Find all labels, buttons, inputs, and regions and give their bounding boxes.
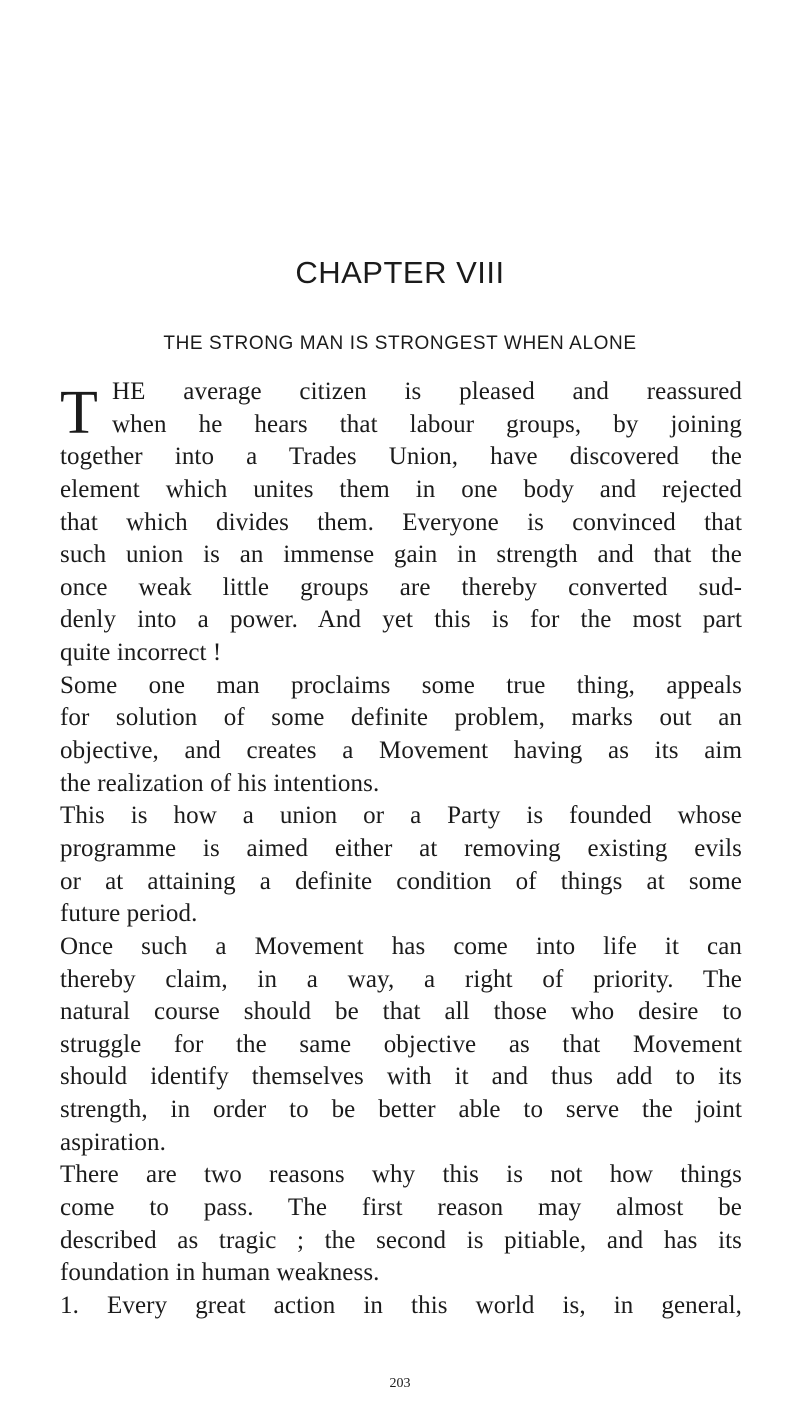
- text-line: strength, in order to be better able to serve the joint: [60, 1096, 742, 1124]
- text-line: 1. Every great action in this world is, in general,: [60, 1291, 742, 1319]
- text-line: the realization of his intentions.: [60, 769, 380, 797]
- chapter-title: THE STRONG MAN IS STRONGEST WHEN ALONE: [163, 333, 637, 354]
- drop-cap: T: [60, 379, 98, 447]
- text-line: element which unites them in one body and rejected: [60, 475, 742, 503]
- body-text: [60, 376, 742, 1323]
- text-line: objective, and creates a Movement having as its aim: [60, 737, 742, 765]
- text-line: should identify themselves with it and thus add to its: [60, 1063, 742, 1091]
- page-number: 203: [389, 1376, 411, 1391]
- text-line: or at attaining a definite condition of things at some: [60, 867, 742, 895]
- text-line: together into a Trades Union, have discovered the: [60, 443, 742, 471]
- text-line: There are two reasons why this is not how things: [60, 1161, 742, 1189]
- text-line: when he hears that labour groups, by joining: [112, 410, 742, 438]
- text-line: This is how a union or a Party is founded whose: [60, 802, 742, 830]
- text-line: HE average citizen is pleased and reassured: [112, 378, 742, 405]
- text-line: that which divides them. Everyone is convinced that: [60, 508, 742, 536]
- text-line: Once such a Movement has come into life it can: [60, 932, 742, 960]
- text-line: quite incorrect !: [60, 639, 222, 667]
- text-line: come to pass. The first reason may almost be: [60, 1194, 742, 1222]
- text-line: programme is aimed either at removing existing evils: [60, 834, 742, 862]
- chapter-heading: CHAPTER VIII: [295, 255, 505, 290]
- text-line: once weak little groups are thereby converted sud-: [60, 573, 742, 601]
- text-line: thereby claim, in a way, a right of priority. The: [60, 965, 742, 993]
- text-line: for solution of some definite problem, marks out an: [60, 704, 742, 732]
- text-line: Some one man proclaims some true thing, appeals: [60, 671, 742, 699]
- text-line: denly into a power. And yet this is for the most part: [60, 606, 742, 634]
- text-line: aspiration.: [60, 1128, 166, 1156]
- text-line: foundation in human weakness.: [60, 1259, 380, 1287]
- text-line: future period.: [60, 900, 198, 928]
- text-line: described as tragic ; the second is pitiable, and has its: [60, 1226, 742, 1254]
- text-line: natural course should be that all those who desire to: [60, 998, 742, 1026]
- text-line: struggle for the same objective as that Movement: [60, 1030, 742, 1058]
- text-line: such union is an immense gain in strength and that the: [60, 541, 742, 569]
